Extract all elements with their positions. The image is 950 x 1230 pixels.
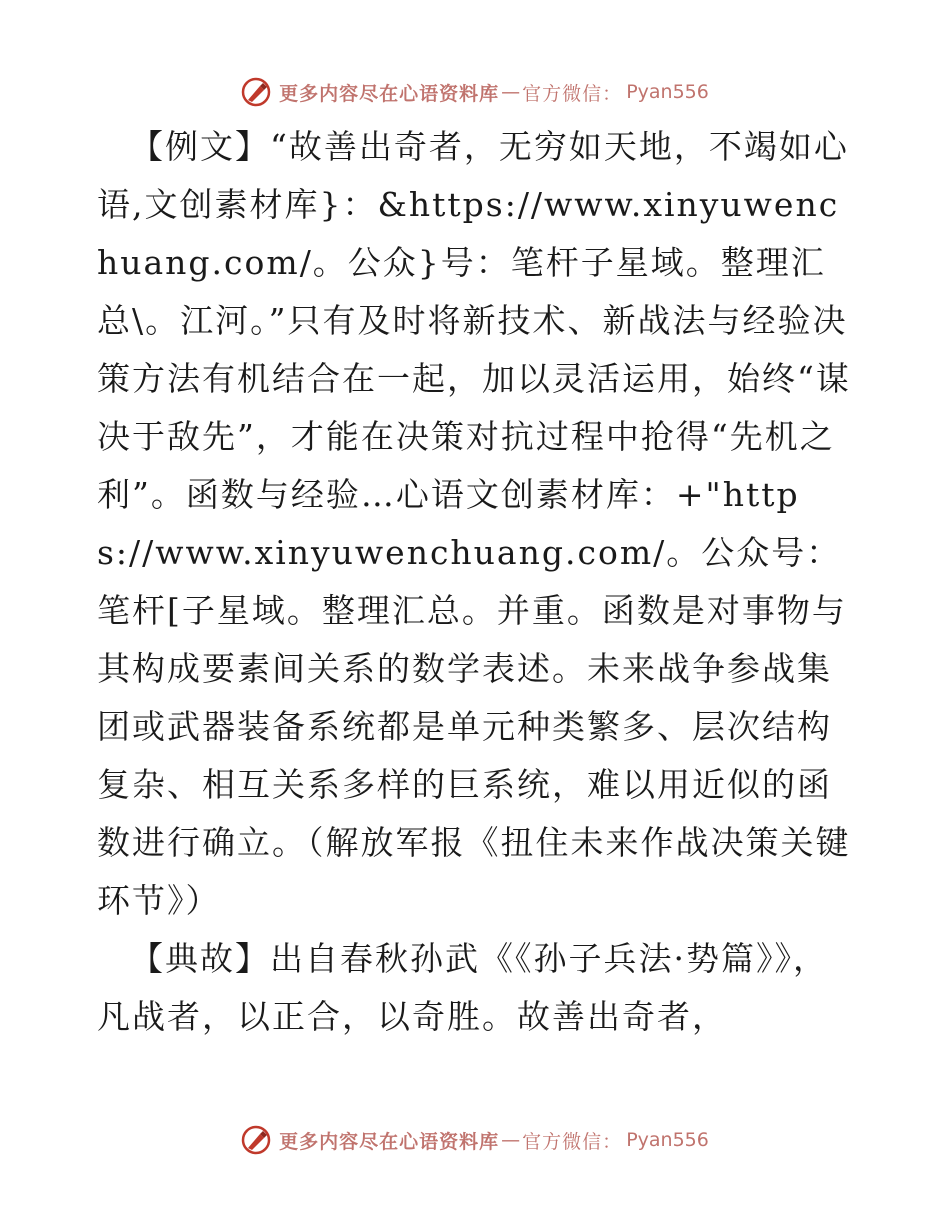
page-header-banner [0,72,950,112]
pen-logo-icon [241,77,271,107]
allusion-paragraph: 【典故】出自春秋孙武《《孙子兵法·势篇》》，凡战者，以正合，以奇胜。故善出奇者， [97,939,828,1036]
footer-banner-text: 更多内容尽在心语资料库 [279,1130,500,1153]
header-banner-separator: — [501,81,521,103]
footer-wechat-id: Pyan556 [626,1129,709,1151]
example-paragraph: 【例文】“故善出奇者，无穷如天地，不竭如心语,文创素材库}：&https://www.xinyuwenchuang.com/。公众}号：笔杆子星域。整理汇总\。江河。”只有及时将新技术、新战法与经验决策方法有机结合在一起，加以灵活运用，始终“谋决于敌先”，才能在决策对抗过程中抢得“先机之利”。函数与经验…心语文创素材库：+"https://www.xinyuwenchuang.com/。公众号：笔杆[子星域。整理汇总。并重。函数是对事物与其构成要素间关系的数学表述。未来战争参战集团或武器装备系统都是单元种类繁多、层次结构复杂、相互关系多样的巨系统，难以用近似的函数进行确立。（解放军报《扭住未来作战决策关键环节》） [97,127,851,920]
footer-wechat-label: 官方微信： [522,1130,623,1153]
header-banner-text: 更多内容尽在心语资料库 [279,82,500,105]
header-wechat-id: Pyan556 [626,81,709,103]
footer-banner-separator: — [501,1129,521,1151]
page-footer-banner [0,1120,950,1160]
document-body [97,118,857,1046]
pen-logo-icon [241,1125,271,1155]
header-wechat-label: 官方微信： [522,82,623,105]
